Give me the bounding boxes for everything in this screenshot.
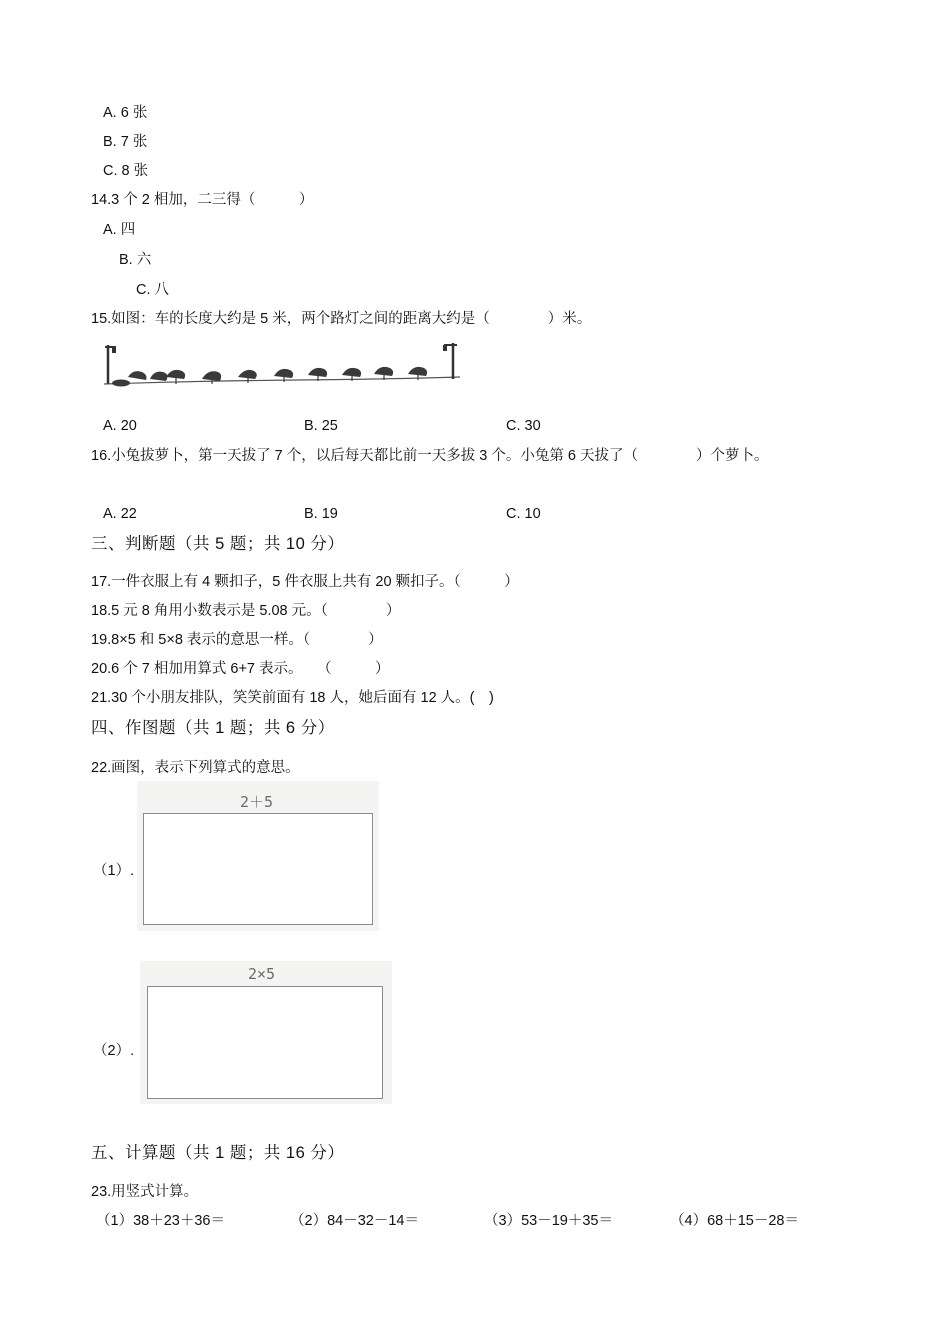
q15-option-a: A. 20 bbox=[103, 418, 137, 434]
drawing-box-1[interactable] bbox=[143, 813, 373, 925]
q16-option-a: A. 22 bbox=[103, 506, 137, 522]
q15-option-c: C. 30 bbox=[506, 418, 541, 434]
q14-option-c: C. 八 bbox=[136, 282, 170, 298]
drawing-1-expression: 2＋5 bbox=[240, 793, 274, 811]
section3-title: 三、判断题（共 5 题；共 10 分） bbox=[91, 535, 345, 553]
q15-stem: 15.如图：车的长度大约是 5 米，两个路灯之间的距离大约是（ ）米。 bbox=[91, 311, 592, 327]
q23-item-1: （1）38＋23＋36＝ bbox=[96, 1213, 225, 1229]
q23-item-2: （2）84－32－14＝ bbox=[290, 1213, 419, 1229]
q14-stem: 14.3 个 2 相加，二三得（ ） bbox=[91, 192, 314, 208]
q14-option-a: A. 四 bbox=[103, 222, 136, 238]
q13-option-a: A. 6 张 bbox=[103, 105, 148, 121]
drawing-2-expression: 2×5 bbox=[248, 965, 276, 983]
q14-option-b: B. 六 bbox=[119, 252, 152, 268]
q13-option-c: C. 8 张 bbox=[103, 163, 149, 179]
q16-option-c: C. 10 bbox=[506, 506, 541, 522]
drawing-2-label: （2）. bbox=[93, 1043, 135, 1059]
section4-title: 四、作图题（共 1 题；共 6 分） bbox=[91, 719, 335, 737]
street-lamps-and-cars-illustration bbox=[98, 337, 470, 393]
q19: 19.8×5 和 5×8 表示的意思一样。（ ） bbox=[91, 632, 383, 648]
q16-option-b: B. 19 bbox=[304, 506, 338, 522]
drawing-1-label: （1）. bbox=[93, 863, 135, 879]
q13-option-b: B. 7 张 bbox=[103, 134, 148, 150]
q17: 17.一件衣服上有 4 颗扣子，5 件衣服上共有 20 颗扣子。（ ） bbox=[91, 574, 519, 590]
q15-option-b: B. 25 bbox=[304, 418, 338, 434]
q23-item-4: （4）68＋15－28＝ bbox=[670, 1213, 799, 1229]
section5-title: 五、计算题（共 1 题；共 16 分） bbox=[91, 1144, 345, 1162]
q22-stem: 22.画图，表示下列算式的意思。 bbox=[91, 760, 300, 776]
q23-item-3: （3）53－19＋35＝ bbox=[484, 1213, 613, 1229]
q23-stem: 23.用竖式计算。 bbox=[91, 1184, 199, 1200]
drawing-box-2[interactable] bbox=[147, 986, 383, 1099]
q20: 20.6 个 7 相加用算式 6+7 表示。 （ ） bbox=[91, 661, 390, 677]
q21: 21.30 个小朋友排队，笑笑前面有 18 人，她后面有 12 人。( ) bbox=[91, 690, 494, 706]
q18: 18.5 元 8 角用小数表示是 5.08 元。（ ） bbox=[91, 603, 401, 619]
q16-stem: 16.小兔拔萝卜，第一天拔了 7 个，以后每天都比前一天多拔 3 个。小兔第 6 天拔了（ ）个萝卜。 bbox=[91, 448, 769, 464]
